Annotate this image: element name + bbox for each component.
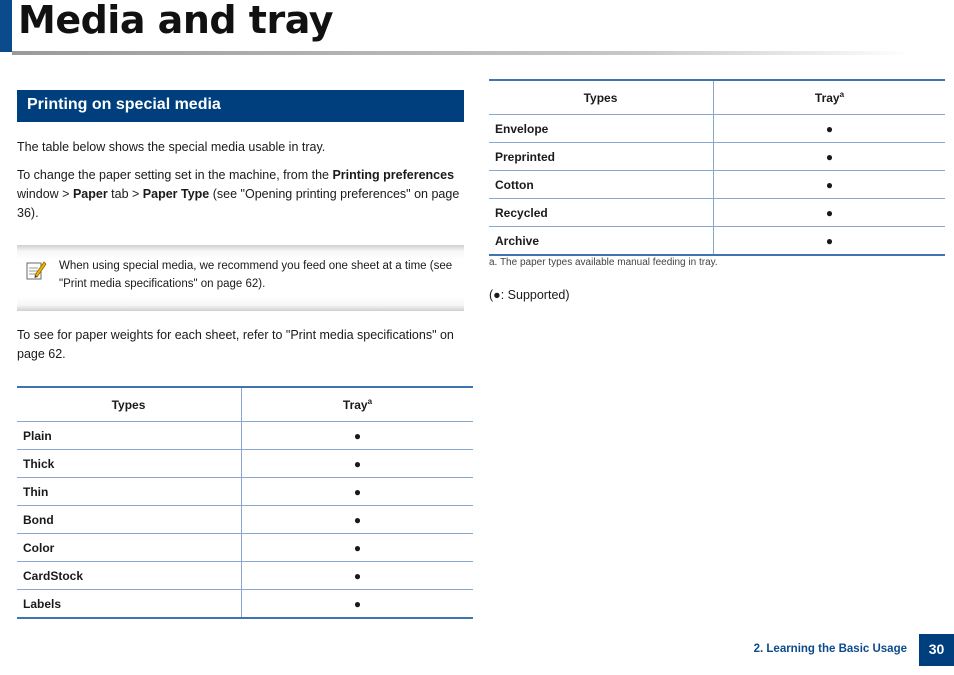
media-type-cell: Archive (489, 227, 714, 256)
note-box (17, 245, 464, 311)
printing-preferences-label: Printing preferences (332, 168, 455, 182)
media-type-cell: Recycled (489, 199, 714, 227)
change-setting-part: window > (17, 187, 73, 201)
media-type-cell: Cotton (489, 171, 714, 199)
tray-supported-cell: ● (242, 562, 474, 590)
media-type-cell: Preprinted (489, 143, 714, 171)
tray-header (714, 80, 946, 115)
page-number: 30 (919, 634, 954, 666)
table-row (489, 171, 945, 199)
right-table-body (489, 115, 945, 256)
pencil-note-icon (25, 259, 47, 281)
tray-supported-cell: ● (242, 534, 474, 562)
tray-header-label: Tray (342, 398, 368, 412)
footer-chapter-link[interactable]: 2. Learning the Basic Usage (753, 643, 907, 655)
weights-text: To see for paper weights for each sheet, refer to "Print media specifications" on page 62. (17, 328, 454, 361)
note-text: When using special media, we recommend you feed one sheet at a time (see "Print media specifications" on page 62). (59, 260, 453, 290)
table-row (17, 534, 473, 562)
tray-supported-cell: ● (242, 506, 474, 534)
supported-legend: (●: Supported) (489, 288, 570, 302)
media-type-cell: Thin (17, 478, 242, 506)
tray-footnote-marker: a (839, 90, 845, 99)
table-row (17, 422, 473, 450)
left-media-table (17, 386, 473, 619)
tray-supported-cell: ● (242, 590, 474, 619)
table-row (17, 506, 473, 534)
media-type-cell: Envelope (489, 115, 714, 143)
left-table-body (17, 422, 473, 619)
table-row (17, 450, 473, 478)
table-header-row (489, 80, 945, 115)
table-footnote: a. The paper types available manual feeding in tray. (489, 257, 718, 268)
table-row (17, 478, 473, 506)
tray-supported-cell: ● (714, 199, 946, 227)
table-row (17, 590, 473, 619)
tray-supported-cell: ● (714, 115, 946, 143)
tray-supported-cell: ● (714, 171, 946, 199)
types-header: Types (489, 80, 714, 115)
table-row (489, 115, 945, 143)
intro-text: The table below shows the special media usable in tray. (17, 140, 326, 154)
tray-supported-cell: ● (714, 227, 946, 256)
change-setting-part: To change the paper setting set in the machine, from the (17, 168, 333, 182)
right-media-table (489, 79, 945, 256)
change-setting-text (17, 166, 464, 223)
media-type-cell: Color (17, 534, 242, 562)
page-title: Media and tray (18, 0, 333, 42)
tray-header (242, 387, 474, 422)
tray-supported-cell: ● (242, 422, 474, 450)
tray-supported-cell: ● (242, 478, 474, 506)
media-type-cell: Labels (17, 590, 242, 619)
title-accent-bar (0, 0, 12, 52)
title-divider (12, 51, 912, 55)
section-heading: Printing on special media (17, 90, 464, 122)
table-row (489, 199, 945, 227)
tray-supported-cell: ● (714, 143, 946, 171)
change-setting-part: (see "Opening printing preferences" on page 36). (17, 187, 460, 220)
tray-footnote-marker: a (367, 397, 373, 406)
table-row (489, 227, 945, 256)
media-type-cell: Bond (17, 506, 242, 534)
paper-tab-label: Paper (72, 187, 108, 201)
table-row (489, 143, 945, 171)
change-setting-part: tab > (107, 187, 143, 201)
types-header: Types (17, 387, 242, 422)
table-row (17, 562, 473, 590)
tray-header-label: Tray (814, 91, 840, 105)
media-type-cell: CardStock (17, 562, 242, 590)
table-header-row (17, 387, 473, 422)
paper-type-label: Paper Type (142, 187, 210, 201)
tray-supported-cell: ● (242, 450, 474, 478)
media-type-cell: Thick (17, 450, 242, 478)
media-type-cell: Plain (17, 422, 242, 450)
